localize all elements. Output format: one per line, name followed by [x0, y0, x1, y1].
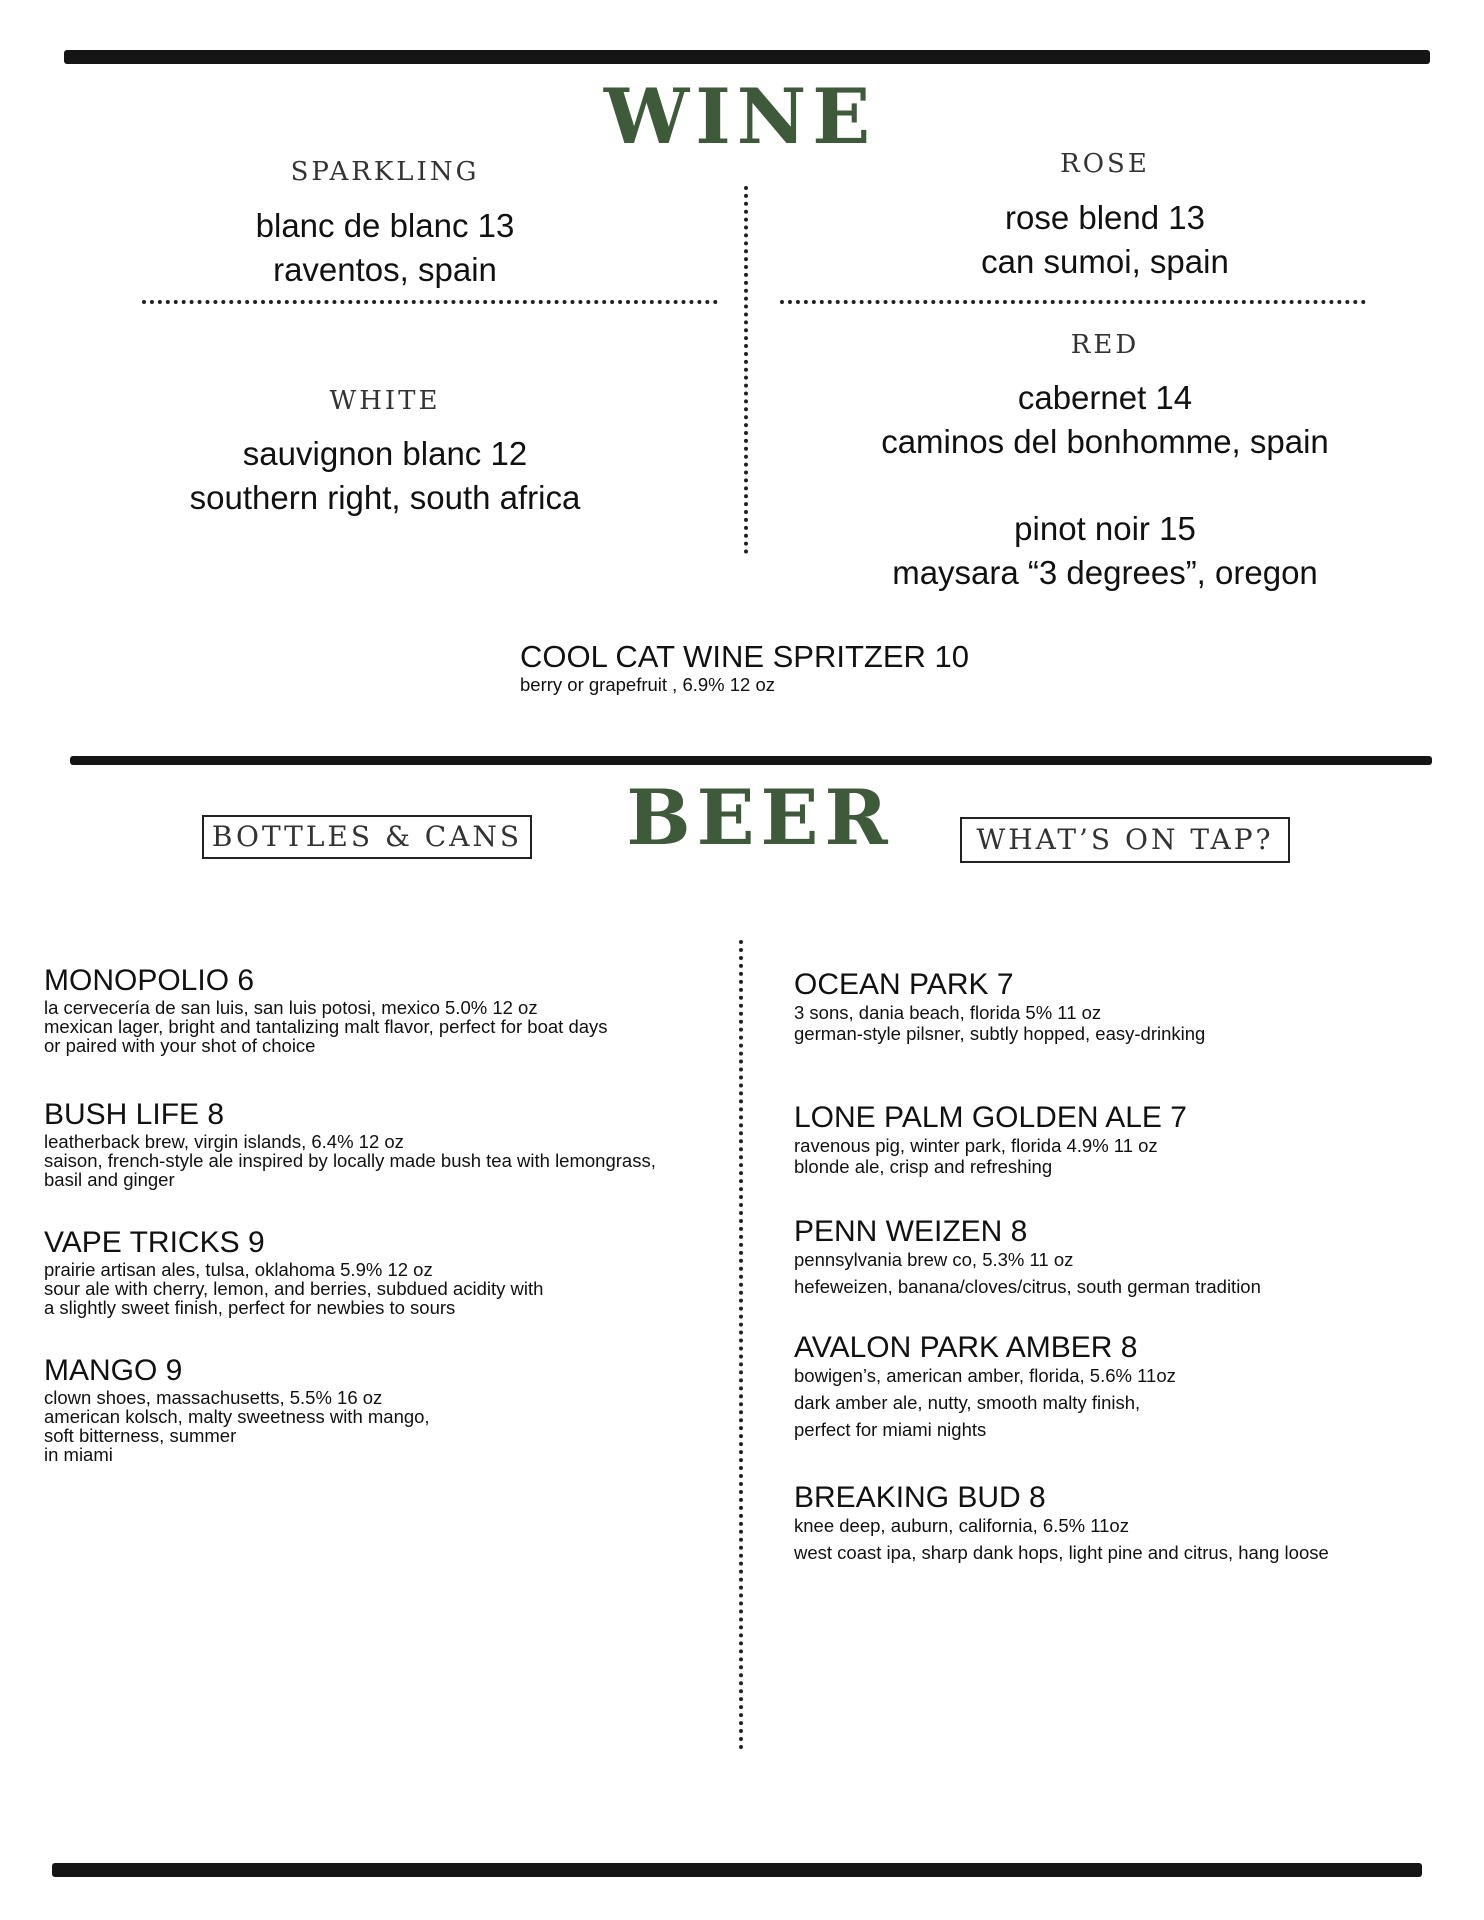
red-wine-name: cabernet 14: [1017, 379, 1193, 416]
spritzer-section: [520, 640, 1040, 696]
beer-detail: bowigen’s, american amber, florida, 5.6% 11oz: [794, 1365, 1176, 1386]
white-heading: WHITE: [329, 386, 441, 416]
beer-detail: clown shoes, massachusetts, 5.5% 16 oz: [44, 1387, 383, 1408]
beer-detail: a slightly sweet finish, perfect for newbies to sours: [44, 1297, 456, 1318]
beer-item-breaking-bud: [794, 1481, 1444, 1563]
beer-name: BREAKING BUD 8: [794, 1481, 1046, 1514]
wine-title: WINE: [603, 72, 877, 161]
whats-on-tap-label: WHAT’S ON TAP?: [960, 817, 1290, 863]
beer-item-bush-life: [44, 1098, 734, 1189]
beer-detail: 3 sons, dania beach, florida 5% 11 oz: [794, 1002, 1102, 1023]
white-section: [120, 432, 650, 520]
bottom-brush-divider: [52, 1863, 1422, 1877]
middle-brush-divider: [70, 756, 1432, 765]
beer-title: BEER: [626, 773, 894, 862]
beer-vertical-dots: [739, 940, 743, 1750]
beer-detail: or paired with your shot of choice: [44, 1035, 316, 1056]
beer-detail: american kolsch, malty sweetness with mango,: [44, 1406, 430, 1427]
beer-name: OCEAN PARK 7: [794, 968, 1014, 1001]
beer-item-monopolio: [44, 964, 734, 1055]
beer-detail: prairie artisan ales, tulsa, oklahoma 5.9% 12 oz: [44, 1259, 433, 1280]
beer-item-lone-palm-golden-ale: [794, 1101, 1444, 1177]
beer-name: MONOPOLIO 6: [44, 964, 255, 997]
sparkling-wine-name: blanc de blanc 13: [255, 207, 515, 244]
sparkling-section: [180, 204, 590, 292]
beer-detail: basil and ginger: [44, 1169, 175, 1190]
spritzer-description: berry or grapefruit , 6.9% 12 oz: [520, 674, 776, 695]
beer-detail: blonde ale, crisp and refreshing: [794, 1156, 1053, 1177]
beer-name: MANGO 9: [44, 1354, 183, 1387]
top-brush-divider: [64, 50, 1430, 64]
beer-detail: hefeweizen, banana/cloves/citrus, south german tradition: [794, 1276, 1261, 1297]
beer-detail: mexican lager, bright and tantalizing malt flavor, perfect for boat days: [44, 1016, 608, 1037]
red-wine-origin: caminos del bonhomme, spain: [881, 423, 1329, 460]
beer-detail: sour ale with cherry, lemon, and berries, subdued acidity with: [44, 1278, 544, 1299]
beer-name: AVALON PARK AMBER 8: [794, 1331, 1138, 1364]
beer-name: PENN WEIZEN 8: [794, 1215, 1028, 1248]
white-wine-name: sauvignon blanc 12: [242, 435, 528, 472]
red-wine-origin: maysara “3 degrees”, oregon: [892, 554, 1318, 591]
beer-detail: saison, french-style ale inspired by locally made bush tea with lemongrass,: [44, 1150, 656, 1171]
rose-wine-origin: can sumoi, spain: [981, 243, 1229, 280]
rose-section: [900, 196, 1310, 284]
rose-wine-name: rose blend 13: [1005, 199, 1205, 236]
beer-detail: soft bitterness, summer: [44, 1425, 237, 1446]
white-wine-origin: southern right, south africa: [189, 479, 581, 516]
red-wine-name: pinot noir 15: [1014, 510, 1196, 547]
beer-detail: west coast ipa, sharp dank hops, light pine and citrus, hang loose: [794, 1542, 1329, 1563]
beer-detail: ravenous pig, winter park, florida 4.9% 11 oz: [794, 1135, 1158, 1156]
beer-item-vape-tricks: [44, 1226, 734, 1317]
beer-detail: in miami: [44, 1444, 113, 1465]
red-item-pinot-noir: [840, 507, 1370, 595]
spritzer-name: COOL CAT WINE SPRITZER 10: [520, 639, 970, 674]
beer-detail: pennsylvania brew co, 5.3% 11 oz: [794, 1249, 1074, 1270]
sparkling-divider-dots: [142, 300, 718, 304]
beer-name: VAPE TRICKS 9: [44, 1226, 265, 1259]
beer-item-ocean-park: [794, 968, 1444, 1044]
beer-detail: la cervecería de san luis, san luis potosi, mexico 5.0% 12 oz: [44, 997, 538, 1018]
beer-detail: dark amber ale, nutty, smooth malty finish,: [794, 1392, 1141, 1413]
beer-item-penn-weizen: [794, 1215, 1444, 1297]
red-heading: RED: [1070, 330, 1140, 360]
red-item-cabernet: [840, 376, 1370, 464]
beer-item-avalon-park-amber: [794, 1331, 1444, 1440]
bottles-and-cans-label: BOTTLES & CANS: [202, 815, 532, 859]
beer-detail: german-style pilsner, subtly hopped, easy-drinking: [794, 1023, 1206, 1044]
sparkling-heading: SPARKLING: [290, 157, 480, 187]
beer-name: BUSH LIFE 8: [44, 1098, 225, 1131]
beer-detail: leatherback brew, virgin islands, 6.4% 12 oz: [44, 1131, 404, 1152]
beer-detail: knee deep, auburn, california, 6.5% 11oz: [794, 1515, 1129, 1536]
rose-heading: ROSE: [1060, 149, 1150, 179]
beer-detail: perfect for miami nights: [794, 1419, 987, 1440]
sparkling-wine-origin: raventos, spain: [273, 251, 497, 288]
rose-divider-dots: [780, 300, 1366, 304]
wine-vertical-dots: [744, 186, 748, 554]
beer-name: LONE PALM GOLDEN ALE 7: [794, 1101, 1187, 1134]
beer-item-mango: [44, 1354, 734, 1464]
